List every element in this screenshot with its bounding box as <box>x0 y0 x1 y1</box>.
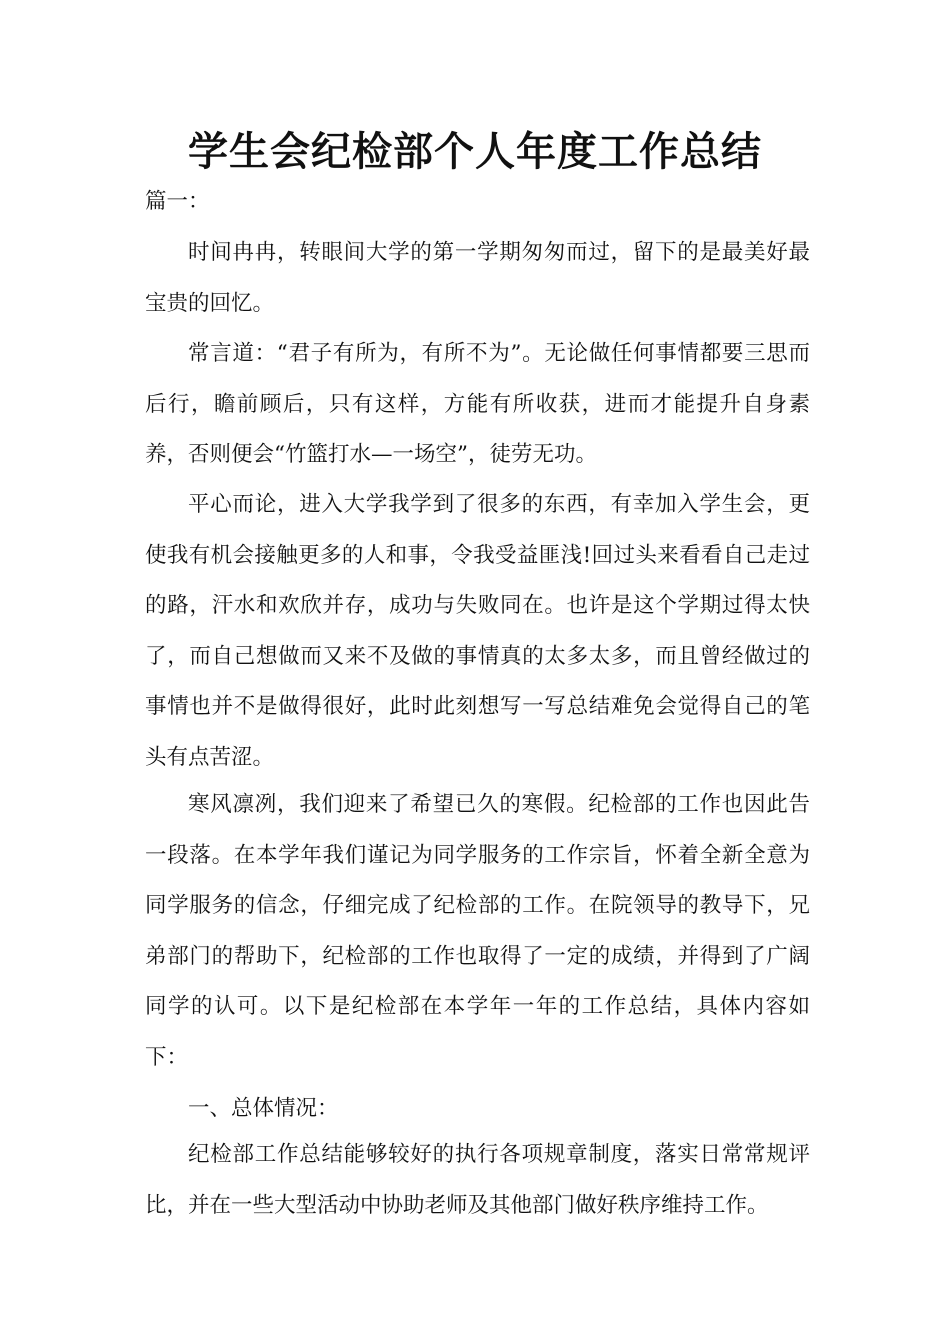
paragraph: 常言道：“君子有所为，有所不为”。无论做任何事情都要三思而后行，瞻前顾后，只有这样，方能有所收获，进而才能提升自身素养，否则便会“竹篮打水—一场空”，徒劳无功。 <box>145 341 810 468</box>
document-title: 学生会纪检部个人年度工作总结 <box>188 129 762 175</box>
paragraph: 时间冉冉，转眼间大学的第一学期匆匆而过，留下的是最美好最宝贵的回忆。 <box>145 240 810 316</box>
paragraph: 纪检部工作总结能够较好的执行各项规章制度，落实日常常规评比，并在一些大型活动中协助老师及其他部门做好秩序维持工作。 <box>145 1142 810 1218</box>
paragraph: 平心而论，进入大学我学到了很多的东西，有幸加入学生会，更使我有机会接触更多的人和事，令我受益匪浅!回过头来看看自己走过的路，汗水和欢欣并存，成功与失败同在。也许是这个学期过得太快了，而自己想做而又来不及做的事情真的太多太多，而且曾经做过的事情也并不是做得很好，此时此刻想写一写总结难免会觉得自己的笔头有点苦涩。 <box>145 492 810 770</box>
paragraph: 寒风凛冽，我们迎来了希望已久的寒假。纪检部的工作也因此告一段落。在本学年我们谨记为同学服务的工作宗旨，怀着全新全意为同学服务的信念，仔细完成了纪检部的工作。在院领导的教导下，兄弟部门的帮助下，纪检部的工作也取得了一定的成绩，并得到了广阔同学的认可。以下是纪检部在本学年一年的工作总结，具体内容如下： <box>145 792 810 1070</box>
section-heading: 一、总体情况： <box>188 1096 339 1121</box>
section-label: 篇一： <box>145 189 210 214</box>
